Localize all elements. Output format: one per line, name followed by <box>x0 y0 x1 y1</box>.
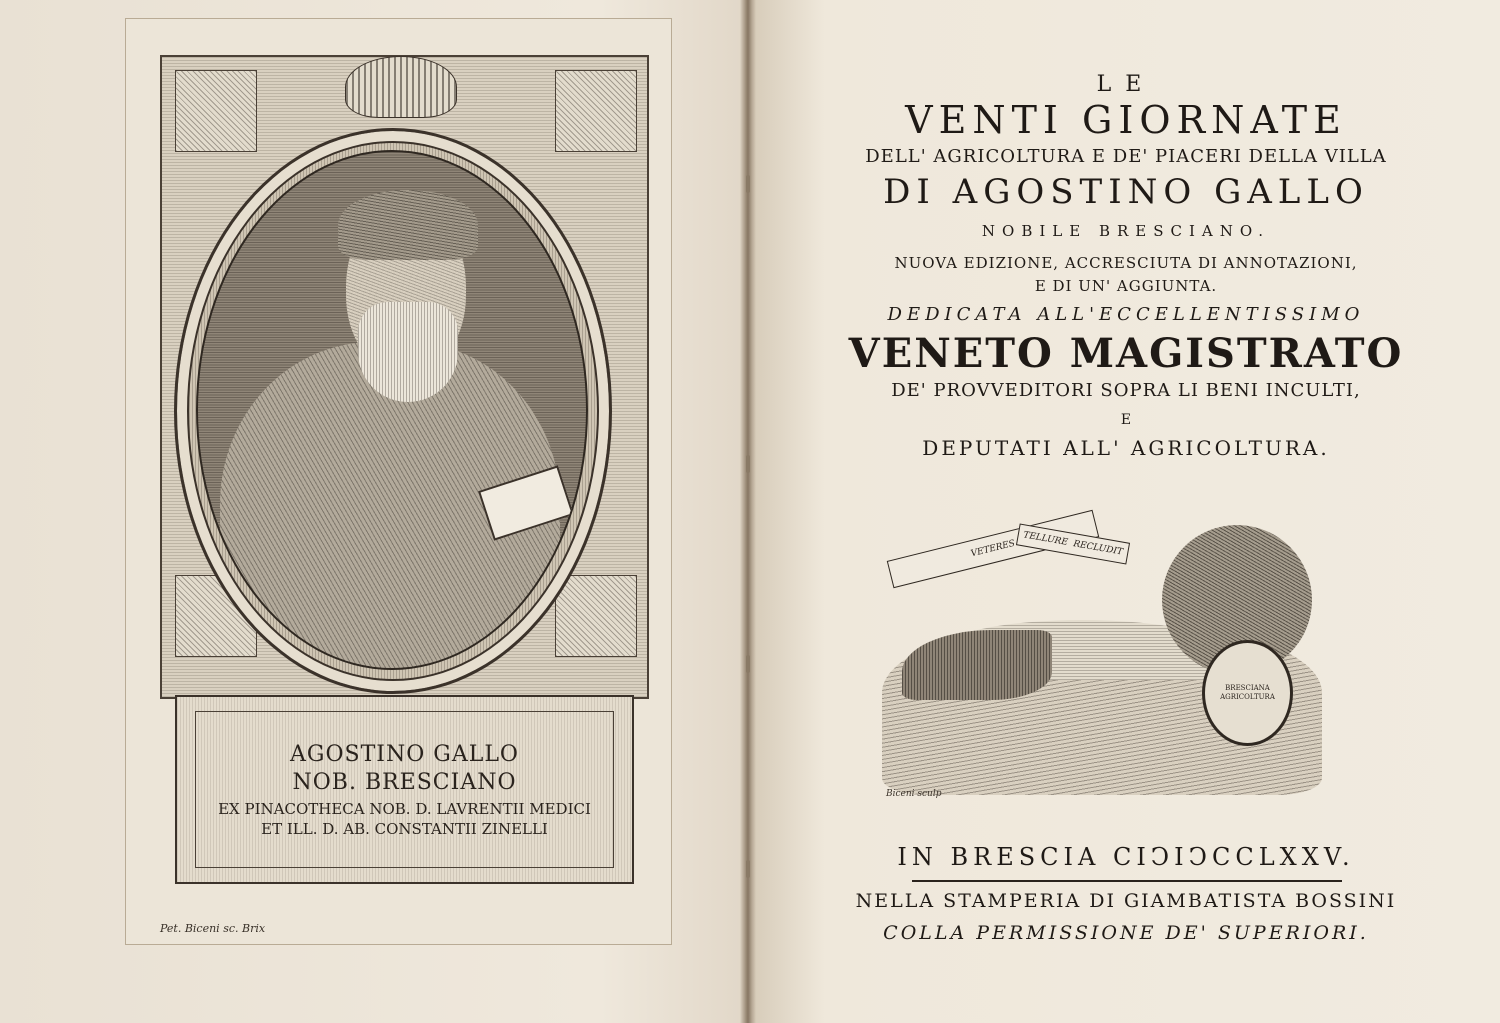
banner-word: VETERES <box>969 538 1017 560</box>
vignette-plow <box>902 630 1052 700</box>
binding-stitch <box>746 655 750 673</box>
binding-stitch <box>746 455 750 473</box>
title-dedicatee-2: DE' PROVVEDITORI SOPRA LI BENI INCULTI, <box>891 380 1361 401</box>
title-dedicatee: VENETO MAGISTRATO <box>848 330 1404 377</box>
imprint-rule <box>912 880 1342 882</box>
banner-word: RECLUDIT <box>1072 539 1124 558</box>
title-author-rank: NOBILE BRESCIANO. <box>981 222 1271 240</box>
banner-word: TELLURE <box>1022 530 1069 548</box>
portrait-oval <box>196 150 588 670</box>
imprint-printer: NELLA STAMPERIA DI GIAMBATISTA BOSSINI <box>855 890 1397 912</box>
caption-source-2: ET ILL. D. AB. CONSTANTII ZINELLI <box>261 819 548 838</box>
caption-title: NOB. BRESCIANO <box>292 769 517 795</box>
caption-source: EX PINACOTHECA NOB. D. LAVRENTII MEDICI <box>218 799 591 818</box>
binding-stitch <box>746 860 750 878</box>
portrait-beard <box>358 302 458 402</box>
title-edition-2: E DI UN' AGGIUNTA. <box>1034 277 1218 295</box>
imprint-permission: COLLA PERMISSIONE DE' SUPERIORI. <box>883 922 1369 944</box>
frame-corner-ornament <box>555 70 637 152</box>
binding-stitch <box>746 175 750 193</box>
shell-ornament <box>345 56 457 118</box>
title-le: LE <box>1096 72 1156 97</box>
title-page <box>752 0 1500 1023</box>
title-edition: NUOVA EDIZIONE, ACCRESCIUTA DI ANNOTAZIONI, <box>894 254 1358 272</box>
caption-inner-frame <box>195 711 614 868</box>
portrait-cap <box>338 190 478 260</box>
frame-corner-ornament <box>555 575 637 657</box>
left-page <box>0 0 745 1023</box>
title-main: VENTI GIORNATE <box>905 98 1347 142</box>
title-vignette <box>882 515 1322 805</box>
plate-signature: Pet. Biceni sc. Brix <box>160 922 266 935</box>
title-conjunction: E <box>1120 412 1132 428</box>
portrait-caption <box>175 695 634 884</box>
imprint-place-date: IN BRESCIA CIↃIↃCCLXXV. <box>897 843 1355 871</box>
vignette-medallion <box>1202 640 1293 746</box>
title-author: DI AGOSTINO GALLO <box>883 172 1369 212</box>
caption-name: AGOSTINO GALLO <box>290 741 519 767</box>
title-dedication: DEDICATA ALL'ECCELLENTISSIMO <box>887 304 1365 325</box>
medallion-text: BRESCIANA AGRICOLTURA <box>1220 684 1275 701</box>
title-subtitle: DELL' AGRICOLTURA E DE' PIACERI DELLA VILLA <box>865 146 1387 167</box>
vignette-signature: Biceni sculp <box>886 789 942 799</box>
title-dedicatee-3: DEPUTATI ALL' AGRICOLTURA. <box>922 436 1330 460</box>
frame-corner-ornament <box>175 70 257 152</box>
